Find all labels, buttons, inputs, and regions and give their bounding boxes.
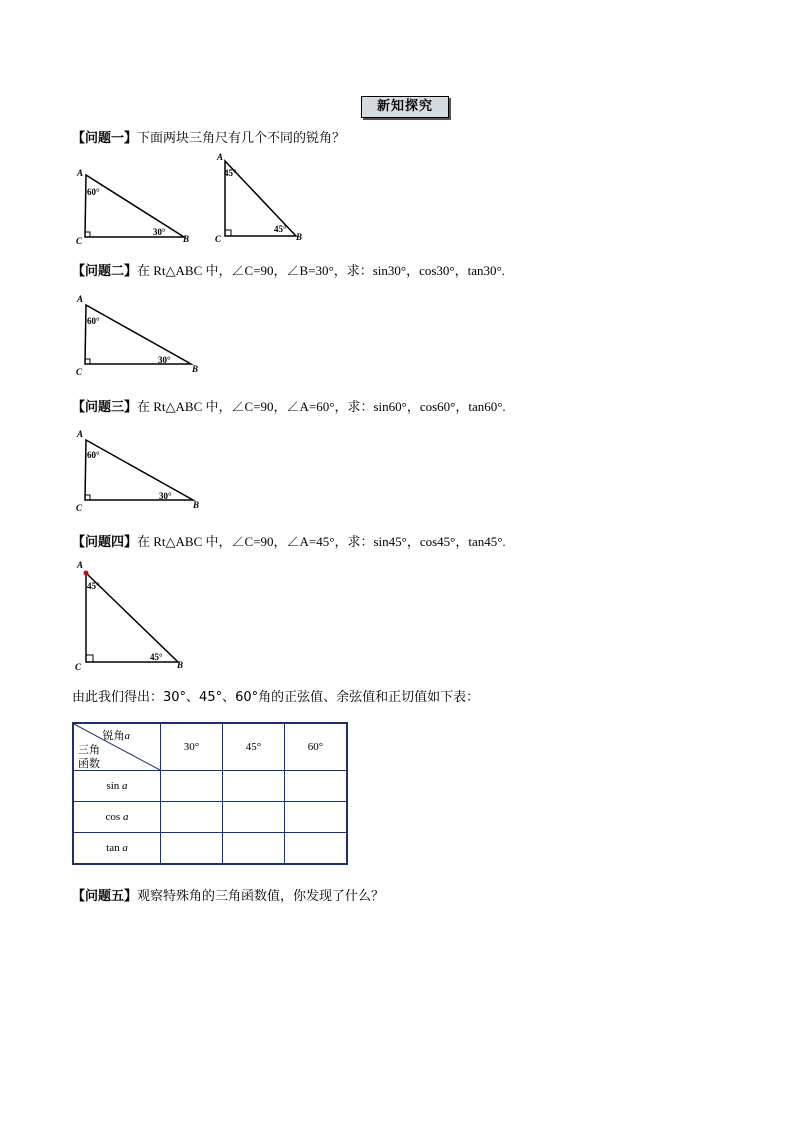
triangle-30-60 [76,168,189,246]
triangle-45-45 [215,152,302,244]
table-row [73,802,347,833]
table-header-diagonal-cell [73,723,161,771]
label-a: A [77,560,84,570]
table-cell[interactable] [285,802,348,833]
label-c: C [215,234,222,244]
figure-question-1 [0,150,794,250]
angle-45-label: 45° [224,168,237,178]
label-b: B [296,232,303,242]
trig-values-table [72,722,348,865]
angle-60-label: 60° [87,316,100,326]
label-a: A [77,168,84,178]
angle-30-label: 30° [159,491,172,501]
label-a: A [77,429,84,439]
angle-60-label: 60° [87,187,100,197]
figure-question-3 [0,426,260,516]
question-4-text: 在 Rt△ABC 中，∠C=90，∠A=45°，求：sin45°，cos45°，tan45°. [137,534,506,549]
label-c: C [75,662,82,672]
column-header: 30° [161,723,223,771]
question-1 [72,127,345,146]
table-cell[interactable] [161,771,223,802]
angle-30-label: 30° [153,227,166,237]
header-top-label: 锐角 [102,729,125,742]
label-a: A [217,152,224,162]
angle-60-label: 60° [87,450,100,460]
table-cell[interactable] [161,802,223,833]
row-header: tan a [73,833,161,864]
question-4-label: 【问题四】 [72,535,138,550]
table-cell[interactable] [223,771,285,802]
label-b: B [177,660,184,670]
column-header: 60° [285,723,348,771]
table-cell[interactable] [285,833,348,864]
label-c: C [76,236,83,246]
label-b: B [193,500,200,510]
table-row [73,833,347,864]
header-bottom-line-2: 函数 [78,757,100,770]
angle-45-label: 45° [274,224,287,234]
header-bottom-line-1: 三角 [78,743,100,756]
question-3 [72,396,506,415]
question-3-label: 【问题三】 [72,400,138,415]
table-row [73,771,347,802]
figure-question-4 [0,556,260,676]
label-b: B [183,234,190,244]
angle-45-label: 45° [150,652,163,662]
question-5-label: 【问题五】 [72,889,138,904]
question-2-text: 在 Rt△ABC 中，∠C=90，∠B=30°，求：sin30°，cos30°，tan30°. [137,263,505,278]
table-cell[interactable] [223,833,285,864]
label-a: A [77,294,84,304]
question-1-label: 【问题一】 [72,131,138,146]
section-title: 新知探究 [361,96,449,118]
angle-45-label: 45° [87,581,100,591]
table-cell[interactable] [285,771,348,802]
summary-text: 由此我们得出：30°、45°、60°角的正弦值、余弦值和正切值如下表： [72,690,480,705]
header-var: a [124,730,130,742]
question-5-text: 观察特殊角的三角函数值，你发现了什么？ [137,889,385,904]
label-c: C [76,503,83,513]
row-header: cos a [73,802,161,833]
question-5 [72,885,384,904]
row-header: sin a [73,771,161,802]
question-2 [72,260,505,279]
table-cell[interactable] [161,833,223,864]
question-1-text: 下面两块三角尺有几个不同的锐角？ [137,131,346,146]
table-cell[interactable] [223,802,285,833]
question-2-label: 【问题二】 [72,264,138,279]
label-b: B [192,364,199,374]
angle-30-label: 30° [158,355,171,365]
question-4 [72,531,506,550]
column-header: 45° [223,723,285,771]
label-c: C [76,367,83,377]
figure-question-2 [0,290,260,380]
question-3-text: 在 Rt△ABC 中，∠C=90，∠A=60°，求：sin60°，cos60°，tan60°. [137,399,506,414]
